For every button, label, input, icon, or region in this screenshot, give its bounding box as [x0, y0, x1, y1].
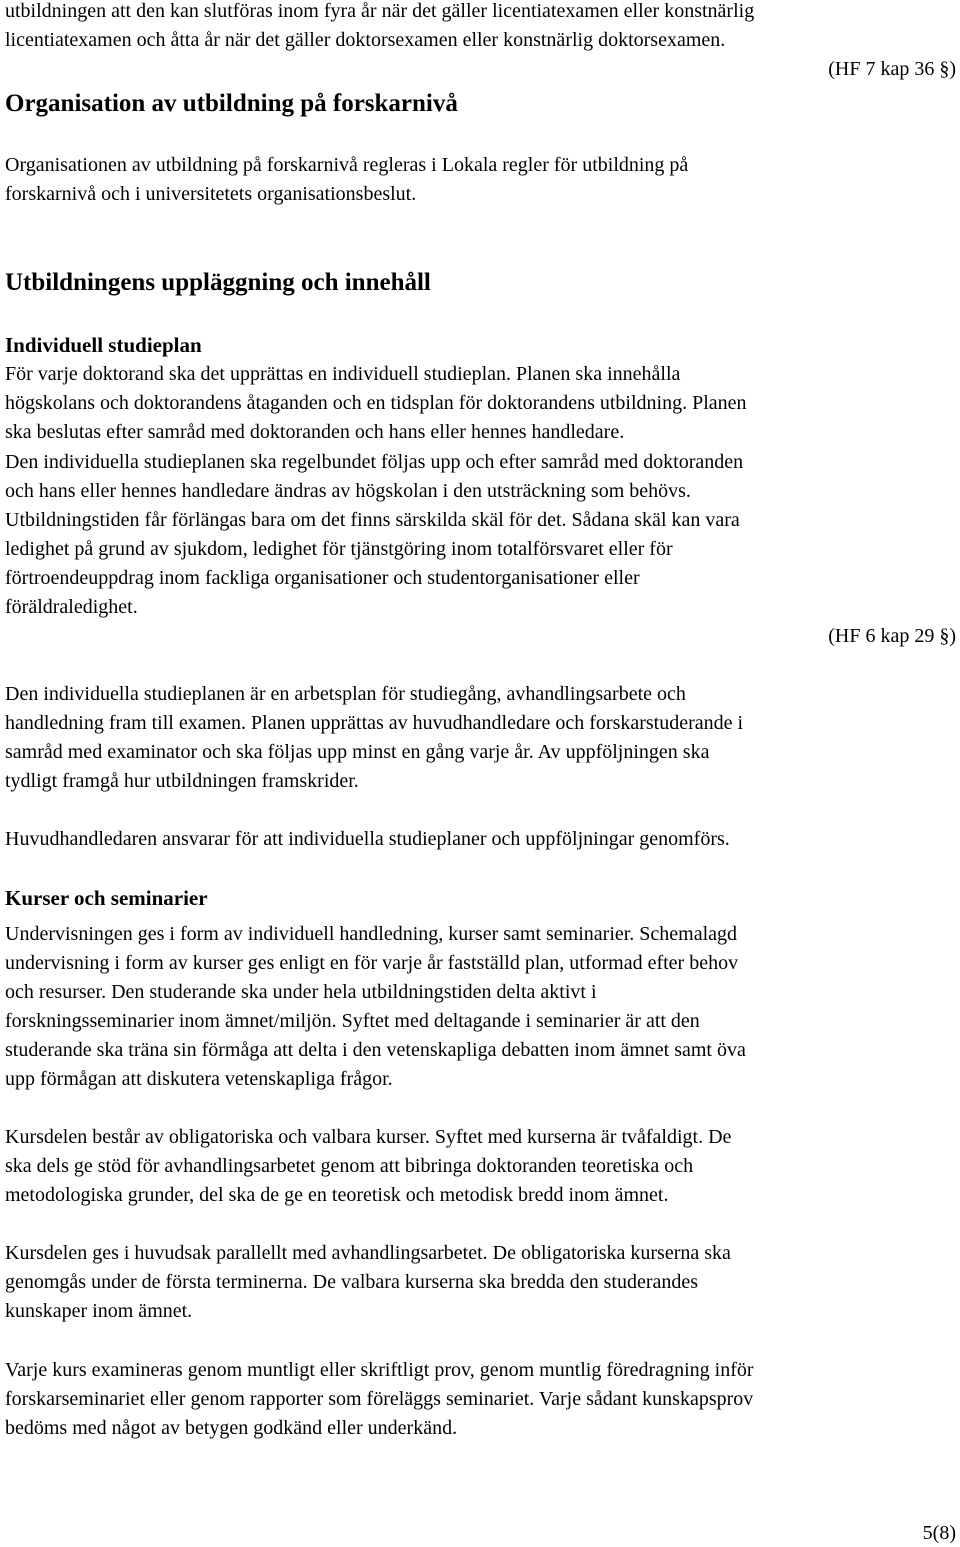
page-number: 5(8) — [922, 1522, 956, 1544]
text-line: och hans eller hennes handledare ändras av högskolan i den utsträckning som behövs. — [5, 480, 691, 502]
text-line: tydligt framgå hur utbildningen framskrider. — [5, 770, 359, 792]
text-line: forskarseminariet eller genom rapporter som föreläggs seminariet. Varje sådant kunskapsprov — [5, 1388, 754, 1410]
text-line: Huvudhandledaren ansvarar för att individuella studieplaner och uppföljningar genomförs. — [5, 828, 730, 850]
text-line: metodologiska grunder, del ska de ge en teoretisk och metodisk bredd inom ämnet. — [5, 1184, 669, 1206]
text-line: licentiatexamen och åtta år när det gäller doktorsexamen eller konstnärlig doktorsexamen. — [5, 29, 726, 51]
text-line: kunskaper inom ämnet. — [5, 1300, 193, 1322]
text-line: bedöms med något av betygen godkänd eller underkänd. — [5, 1417, 458, 1439]
text-line: Undervisningen ges i form av individuell handledning, kurser samt seminarier. Schemalagd — [5, 923, 738, 945]
text-line: förtroendeuppdrag inom fackliga organisationer och studentorganisationer eller — [5, 567, 640, 589]
text-line: forskningsseminarier inom ämnet/miljön. Syftet med deltagande i seminarier är att den — [5, 1010, 700, 1032]
text-line: Utbildningstiden får förlängas bara om det finns särskilda skäl för det. Sådana skäl kan vara — [5, 509, 740, 531]
text-line: högskolans och doktorandens åtaganden och en tidsplan för doktorandens utbildning. Planen — [5, 392, 747, 414]
text-line: genomgås under de första terminerna. De valbara kurserna ska bredda den studerandes — [5, 1271, 699, 1293]
text-line: och resurser. Den studerande ska under hela utbildningstiden delta aktivt i — [5, 981, 597, 1003]
text-line: upp förmågan att diskutera vetenskapliga frågor. — [5, 1068, 393, 1090]
section-heading-organisation: Organisation av utbildning på forskarnivå — [5, 90, 458, 117]
text-line: ledighet på grund av sjukdom, ledighet för tjänstgöring inom totalförsvaret eller för — [5, 538, 673, 560]
text-line: ska dels ge stöd för avhandlingsarbetet genom att bibringa doktoranden teoretiska och — [5, 1155, 694, 1177]
text-line: ska beslutas efter samråd med doktoranden och hans eller hennes handledare. — [5, 421, 625, 443]
text-line: samråd med examinator och ska följas upp minst en gång varje år. Av uppföljningen ska — [5, 741, 710, 763]
text-line: forskarnivå och i universitetets organisationsbeslut. — [5, 183, 417, 205]
text-line: utbildningen att den kan slutföras inom fyra år när det gäller licentiatexamen eller konstnärlig — [5, 0, 755, 22]
text-line: Den individuella studieplanen ska regelbundet följas upp och efter samråd med doktoranden — [5, 451, 744, 473]
subsection-heading-studieplan: Individuell studieplan — [5, 333, 202, 357]
text-line: föräldraledighet. — [5, 596, 138, 618]
text-line: Varje kurs examineras genom muntligt eller skriftligt prov, genom muntlig föredragning inför — [5, 1359, 754, 1381]
text-line: Kursdelen består av obligatoriska och valbara kurser. Syftet med kurserna är tvåfaldigt. De — [5, 1126, 732, 1148]
section-heading-upplaggning: Utbildningens uppläggning och innehåll — [5, 269, 431, 296]
legal-reference: (HF 6 kap 29 §) — [828, 625, 956, 647]
text-line: handledning fram till examen. Planen upprättas av huvudhandledare och forskarstuderande i — [5, 712, 744, 734]
legal-reference: (HF 7 kap 36 §) — [828, 58, 956, 80]
text-line: Den individuella studieplanen är en arbetsplan för studiegång, avhandlingsarbete och — [5, 683, 686, 705]
text-line: Kursdelen ges i huvudsak parallellt med avhandlingsarbetet. De obligatoriska kurserna ska — [5, 1242, 731, 1264]
text-line: Organisationen av utbildning på forskarnivå regleras i Lokala regler för utbildning på — [5, 154, 689, 176]
subsection-heading-kurser: Kurser och seminarier — [5, 886, 208, 910]
text-line: studerande ska träna sin förmåga att delta i den vetenskapliga debatten inom ämnet samt öva — [5, 1039, 746, 1061]
text-line: För varje doktorand ska det upprättas en individuell studieplan. Planen ska innehålla — [5, 363, 681, 385]
text-line: undervisning i form av kurser ges enligt en för varje år fastställd plan, utformad efter behov — [5, 952, 739, 974]
